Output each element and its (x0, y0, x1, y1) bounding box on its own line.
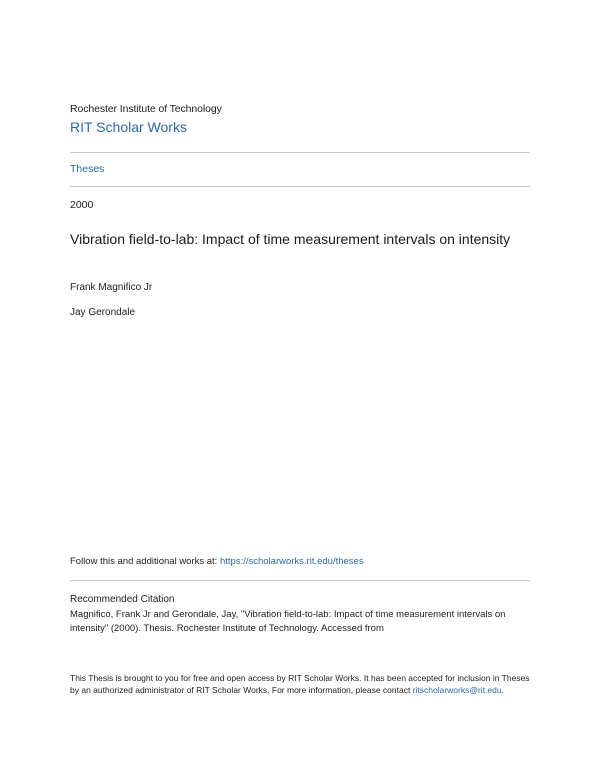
document-title: Vibration field-to-lab: Impact of time measurement intervals on intensity (70, 231, 511, 247)
institution-name: Rochester Institute of Technology (70, 103, 222, 115)
divider (70, 186, 530, 187)
theses-url-link[interactable]: https://scholarworks.rit.edu/theses (219, 556, 364, 567)
citation-text: Magnifico, Frank Jr and Gerondale, Jay, "Vibration field-to-lab: Impact of time measurement intervals on intensity" (2000). Thesis. Rochester Institute of Technology. Accessed from (70, 609, 506, 634)
author-name: Jay Gerondale (70, 307, 136, 318)
contact-email-link[interactable]: ritscholarworks@rit.edu (412, 685, 502, 695)
follow-text: Follow this and additional works at: (70, 556, 220, 567)
repository-link[interactable]: RIT Scholar Works (70, 119, 187, 135)
divider (70, 152, 530, 153)
publication-year: 2000 (70, 199, 94, 211)
access-notice (70, 672, 540, 696)
follow-line (70, 556, 364, 567)
notice-suffix: . (501, 685, 504, 695)
collection-link[interactable]: Theses (70, 163, 105, 175)
notice-text: This Thesis is brought to you for free and open access by RIT Scholar Works. It has been accepted for inclusion in Theses by an authorized administrator of RIT Scholar Works. For more information, please contact (70, 673, 530, 695)
divider (70, 580, 530, 581)
citation-heading: Recommended Citation (70, 594, 175, 605)
author-name: Frank Magnifico Jr (70, 282, 153, 293)
